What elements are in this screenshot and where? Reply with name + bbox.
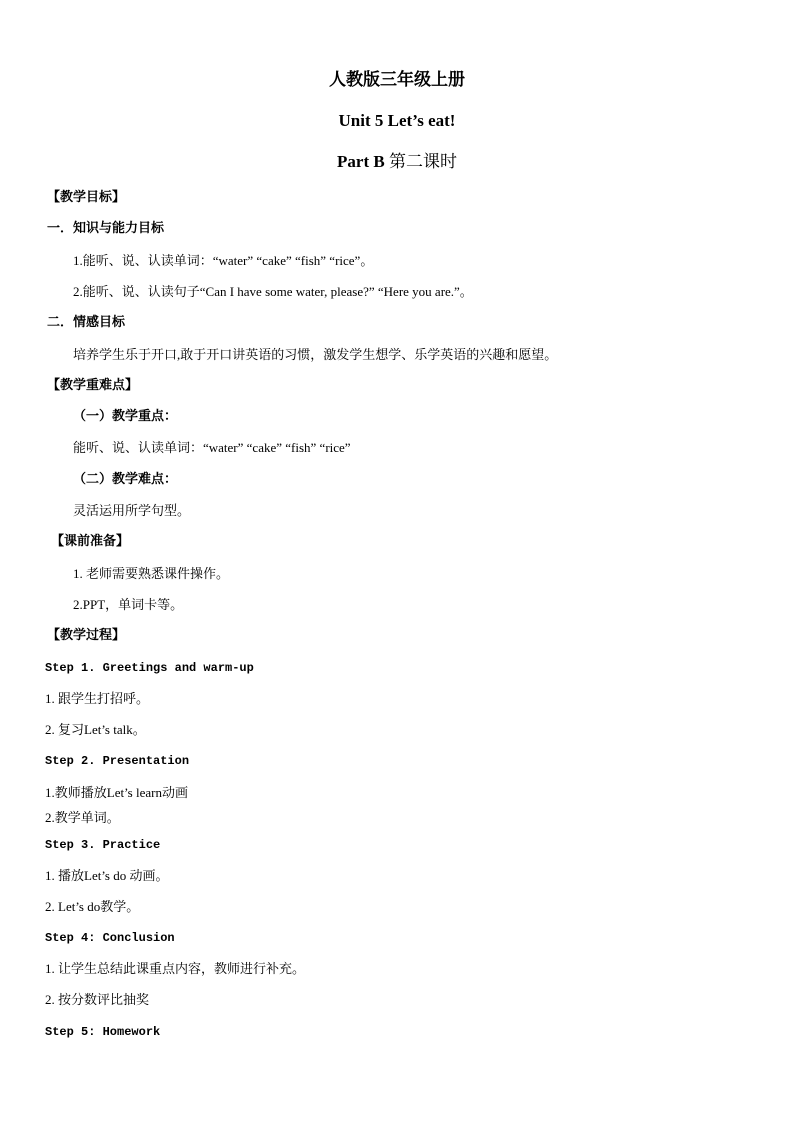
step4-item-2: 2. 按分数评比抽奖 [45,992,150,1007]
step4-title: Step 4: Conclusion [45,931,175,945]
process-heading: 【教学过程】 [47,628,126,643]
knowledge-item-2: 2.能听、说、认读句子“Can I have some water, please?” “Here you are.”。 [73,284,473,299]
knowledge-heading: 一．知识与能力目标 [47,221,165,236]
knowledge-item-1: 1.能听、说、认读单词：“water” “cake” “fish” “rice”。 [73,253,374,268]
part-title [0,152,794,172]
unit-title: Unit 5 Let’s eat! [338,111,456,130]
step1-item-1: 1. 跟学生打招呼。 [45,691,150,706]
key-points-text: 能听、说、认读单词：“water” “cake” “fish” “rice” [73,440,351,455]
step3-item-2: 2. Let’s do教学。 [45,899,140,914]
step3-item-1: 1. 播放Let’s do 动画。 [45,868,169,883]
document-title: 人教版三年级上册 [329,70,465,89]
step2-item-2: 2.教学单词。 [45,810,120,825]
prep-item-1: 1. 老师需要熟悉课件操作。 [73,566,230,581]
prep-item-2: 2.PPT，单词卡等。 [73,597,184,612]
step2-item-1: 1.教师播放Let’s learn动画 [45,785,188,800]
focus-heading: 【教学重难点】 [47,378,139,393]
objectives-heading: 【教学目标】 [47,190,126,205]
key-points-heading: （一）教学重点： [73,409,178,424]
prep-heading: 【课前准备】 [51,534,130,549]
step5-title: Step 5: Homework [45,1025,161,1039]
part-prefix: Part B [337,152,385,171]
difficult-points-heading: （二）教学难点： [73,472,178,487]
emotion-text: 培养学生乐于开口,敢于开口讲英语的习惯，激发学生想学、乐学英语的兴趣和愿望。 [73,347,558,362]
step4-item-1: 1. 让学生总结此课重点内容，教师进行补充。 [45,961,306,976]
difficult-points-text: 灵活运用所学句型。 [73,503,191,518]
part-suffix: 第二课时 [388,152,457,171]
step1-title: Step 1. Greetings and warm-up [45,661,254,675]
emotion-heading: 二．情感目标 [47,315,126,330]
step2-title: Step 2. Presentation [45,754,190,768]
step3-title: Step 3. Practice [45,838,161,852]
step1-item-2: 2. 复习Let’s talk。 [45,722,146,737]
